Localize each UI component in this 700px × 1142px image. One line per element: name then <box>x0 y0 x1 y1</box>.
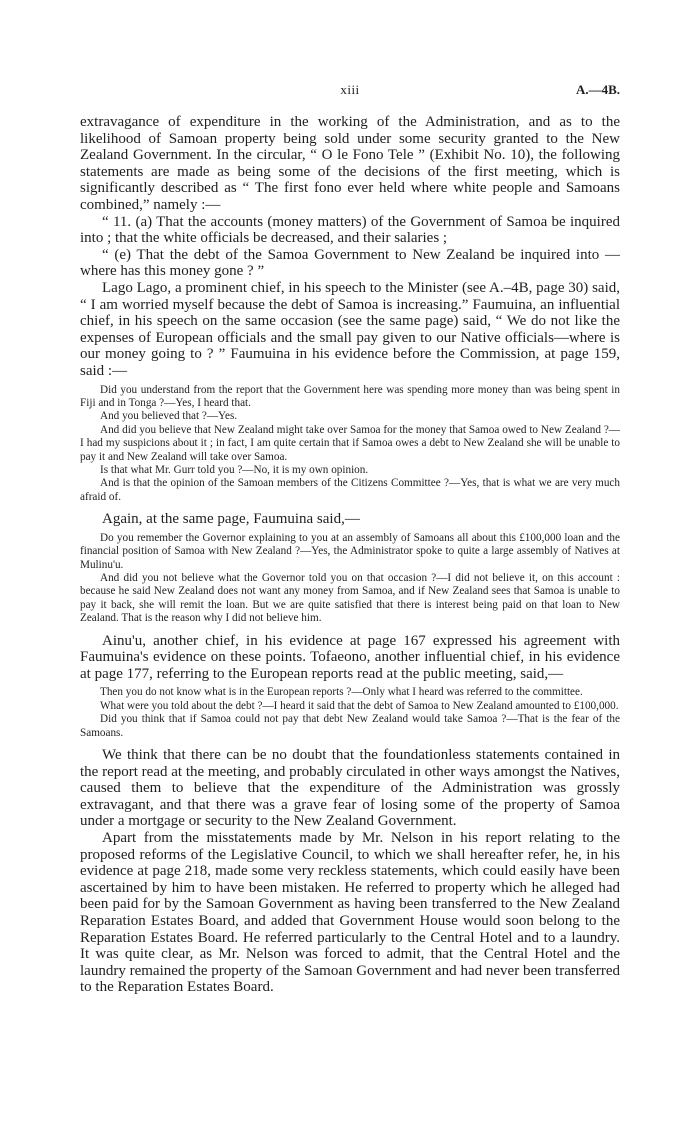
evidence-line: And you believed that ?—Yes. <box>100 410 238 423</box>
quoted-decision: “ (e) That the debt of the Samoa Government to New Zealand be inquired into —where has this money gone ? ” <box>80 246 620 280</box>
page-body <box>80 114 620 996</box>
evidence-line: And is that the opinion of the Samoan members of the Citizens Committee ?—Yes, that is what we are very much afraid of. <box>80 477 620 503</box>
document-code: A.—4B. <box>575 82 620 97</box>
quoted-decision: “ 11. (a) That the accounts (money matters) of the Government of Samoa be inquired into ; that the white officials be decreased, and their salaries ; <box>80 213 620 247</box>
paragraph: Apart from the misstatements made by Mr. Nelson in his report relating to the proposed reforms of the Legislative Council, to which we shall hereafter refer, he, in his evidence at page 218, made some very reckless statements, which could easily have been ascertained by him to have been mistaken. He referred to property which he alleged had been paid for by the Samoan Government as having been transferred to the New Zealand Reparation Estates Board, and added that Government House would soon belong to the Reparation Estates Board. He referred particularly to the Central Hotel and to a laundry. It was quite clear, as Mr. Nelson was forced to admit, that the Central Hotel and the laundry remained the property of the Samoan Government and had never been transferred to the Reparation Estates Board. <box>80 829 620 996</box>
evidence-block <box>80 532 620 626</box>
evidence-line: Is that what Mr. Gurr told you ?—No, it is my own opinion. <box>100 463 369 476</box>
paragraph: extravagance of expenditure in the working of the Administration, and as to the likelihood of Samoan property being sold under some security granted to the New Zealand Government. In the circular, “ O le Fono Tele ” (Exhibit No. 10), the following statements are made as being some of the decisions of the first meeting, which is significantly described as “ The first fono ever held where white people and Samoans combined,” namely :— <box>80 114 620 213</box>
evidence-line: Then you do not know what is in the European reports ?—Only what I heard was referred to the committee. <box>100 686 583 699</box>
evidence-line: And did you not believe what the Governor told you on that occasion ?—I did not believe it, on this account : because he said New Zealand does not want any money from Samoa, and if New Zealand sees that Samoa is unable to pay it back, she will remit the loan. But we are quite satisfied that there is interest being paid on that loan to New Zealand. That is the reason why I did not believe him. <box>80 571 620 625</box>
paragraph: Ainu'u, another chief, in his evidence at page 167 expressed his agreement with Faumuina's evidence on these points. Tofaeono, another influential chief, in his evidence at page 177, referring to the European reports read at the public meeting, said,— <box>80 632 620 682</box>
paragraph: We think that there can be no doubt that the foundationless statements contained in the report read at the meeting, and probably circulated in other ways amongst the Natives, caused them to believe that the expenditure of the Administration was grossly extravagant, and that there was a grave fear of losing some of the property of Samoa under a mortgage or security to the New Zealand Government. <box>80 747 620 830</box>
page-number: xiii <box>340 82 360 97</box>
evidence-line: Do you remember the Governor explaining to you at an assembly of Samoans all about this £100,000 loan and the financial position of Samoa with New Zealand ?—Yes, the Administrator spoke to quite a large assembly of Natives at Mulinu'u. <box>80 531 620 571</box>
evidence-line: Did you think that if Samoa could not pay that debt New Zealand would take Samoa ?—That is the fear of the Samoans. <box>80 713 620 739</box>
evidence-line: And did you believe that New Zealand might take over Samoa for the money that Samoa owed to New Zealand ?—I had my suspicions about it ; in fact, I am quite certain that if Samoa owes a debt to New Zealand she will be unable to pay it and New Zealand will take over Samoa. <box>80 423 620 463</box>
page-header <box>80 82 620 102</box>
evidence-line: What were you told about the debt ?—I heard it said that the debt of Samoa to New Zealand amounted to £100,000. <box>100 699 619 712</box>
evidence-block <box>80 686 620 740</box>
paragraph: Again, at the same page, Faumuina said,— <box>102 511 360 528</box>
evidence-block <box>80 384 620 505</box>
evidence-line: Did you understand from the report that the Government here was spending more money than was being spent in Fiji and in Tonga ?—Yes, I heard that. <box>80 383 620 409</box>
paragraph: Lago Lago, a prominent chief, in his speech to the Minister (see A.–4B, page 30) said, “ I am worried myself because the debt of Samoa is increasing.” Faumuina, an influential chief, in his speech on the same occasion (see the same page) said, “ We do not like the expenses of European officials and the small pay given to our Native officials—where is our money going to ? ” Faumuina in his evidence before the Commission, at page 159, said :— <box>80 279 620 379</box>
